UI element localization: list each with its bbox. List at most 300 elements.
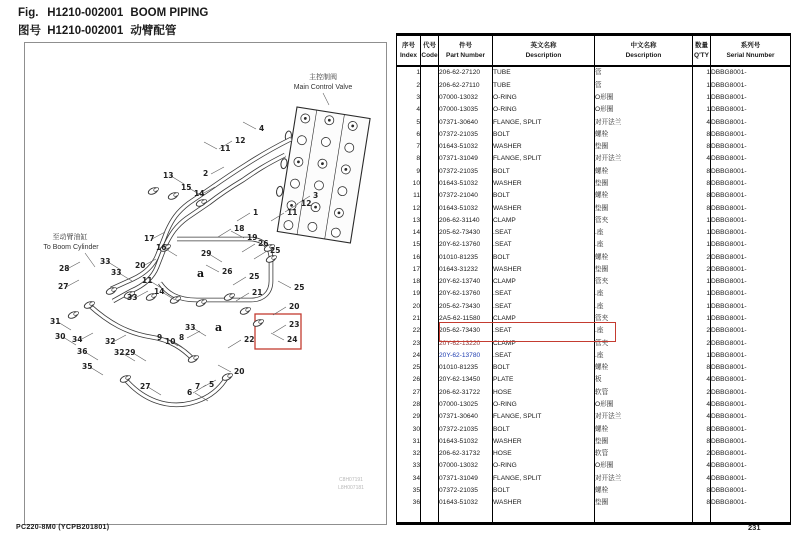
callout-number: 25 xyxy=(294,283,305,292)
description-en-cell: BOLT xyxy=(493,165,595,177)
table-row xyxy=(397,350,791,362)
description-cn-cell: 软管 xyxy=(595,386,693,398)
serial-cell: DBBG8001- xyxy=(711,374,791,386)
serial-cell: DBBG8001- xyxy=(711,436,791,448)
description-en-cell: BOLT xyxy=(493,190,595,202)
index-cell: 7 xyxy=(397,141,421,153)
hoses xyxy=(89,305,227,405)
serial-cell: DBBG8001- xyxy=(711,104,791,116)
qty-cell: 1 xyxy=(693,92,711,104)
part-number-cell: 01643-51032 xyxy=(439,202,493,214)
index-cell: 8 xyxy=(397,153,421,165)
callout-number: 29 xyxy=(201,249,212,258)
serial-cell: DBBG8001- xyxy=(711,66,791,79)
callout-number: 25 xyxy=(249,272,260,281)
table-row xyxy=(397,276,791,288)
callout-number: 26 xyxy=(258,239,269,248)
description-cn-cell: 管夹 xyxy=(595,276,693,288)
code-cell xyxy=(421,399,439,411)
table-row xyxy=(397,79,791,91)
part-number-cell: 07372-21035 xyxy=(439,423,493,435)
callout-number: 15 xyxy=(181,183,192,192)
callout-number: 19 xyxy=(247,233,258,242)
description-cn-cell: 螺栓 xyxy=(595,251,693,263)
part-number-cell: 01643-31232 xyxy=(439,264,493,276)
description-en-cell: HOSE xyxy=(493,448,595,460)
description-en-cell: CLAMP xyxy=(493,313,595,325)
part-number-cell: 07371-30640 xyxy=(439,411,493,423)
table-row xyxy=(397,472,791,484)
callout-number: 18 xyxy=(234,224,245,233)
serial-cell: DBBG8001- xyxy=(711,92,791,104)
boom-label-cn: 至动臂油缸 xyxy=(52,234,88,241)
index-cell: 4 xyxy=(397,104,421,116)
callout-number: 1 xyxy=(253,208,259,217)
table-row xyxy=(397,178,791,190)
code-cell xyxy=(421,325,439,337)
index-cell: 11 xyxy=(397,190,421,202)
index-cell: 2 xyxy=(397,79,421,91)
part-number-cell: 206-62-31732 xyxy=(439,448,493,460)
serial-cell: DBBG8001- xyxy=(711,411,791,423)
part-number-cell: 20Y-62-13450 xyxy=(439,374,493,386)
code-cell xyxy=(421,178,439,190)
qty-cell: 1 xyxy=(693,300,711,312)
qty-cell: 2 xyxy=(693,264,711,276)
callout-number: 11 xyxy=(287,208,298,217)
callout-number: 27 xyxy=(58,282,69,291)
code-cell xyxy=(421,165,439,177)
callout-number: 6 xyxy=(187,388,193,397)
table-row xyxy=(397,460,791,472)
serial-cell: DBBG8001- xyxy=(711,460,791,472)
index-cell: 10 xyxy=(397,178,421,190)
index-cell: 22 xyxy=(397,325,421,337)
code-cell xyxy=(421,276,439,288)
callout-number: 29 xyxy=(125,348,136,357)
part-number-cell: 205-62-73430 xyxy=(439,227,493,239)
callout-number: 35 xyxy=(82,362,93,371)
serial-cell: DBBG8001- xyxy=(711,300,791,312)
table-row xyxy=(397,300,791,312)
description-cn-cell: 管 xyxy=(595,79,693,91)
serial-cell: DBBG8001- xyxy=(711,288,791,300)
qty-cell: 1 xyxy=(693,227,711,239)
description-cn-cell: 螺栓 xyxy=(595,423,693,435)
code-cell xyxy=(421,374,439,386)
callout-number: 11 xyxy=(142,276,153,285)
pipe-fitting xyxy=(252,318,264,328)
description-cn-cell: 螺栓 xyxy=(595,165,693,177)
table-header-row xyxy=(397,35,791,67)
code-cell xyxy=(421,104,439,116)
callout-number: 3 xyxy=(313,191,319,200)
part-number-cell: 01010-81235 xyxy=(439,362,493,374)
index-cell: 12 xyxy=(397,202,421,214)
description-cn-cell: O形圈 xyxy=(595,399,693,411)
serial-cell: DBBG8001- xyxy=(711,227,791,239)
callout-number: 17 xyxy=(144,234,155,243)
table-row xyxy=(397,104,791,116)
index-cell: 28 xyxy=(397,399,421,411)
description-en-cell: FLANGE, SPLIT xyxy=(493,411,595,423)
part-number-cell: 20Y-62-13740 xyxy=(439,276,493,288)
table-row xyxy=(397,362,791,374)
serial-cell: DBBG8001- xyxy=(711,448,791,460)
description-cn-cell: 对开法兰 xyxy=(595,472,693,484)
exploded-diagram xyxy=(24,42,387,525)
description-cn-cell: 螺栓 xyxy=(595,362,693,374)
fig-label-cn: 图号 xyxy=(18,25,41,37)
description-cn-cell: 垫圈 xyxy=(595,264,693,276)
serial-cell: DBBG8001- xyxy=(711,485,791,497)
description-cn-cell: .座 xyxy=(595,239,693,251)
main-control-valve xyxy=(270,106,370,243)
table-row xyxy=(397,448,791,460)
code-cell xyxy=(421,227,439,239)
description-en-cell: FLANGE, SPLIT xyxy=(493,472,595,484)
table-row xyxy=(397,337,791,349)
qty-cell: 4 xyxy=(693,399,711,411)
index-cell: 24 xyxy=(397,350,421,362)
qty-cell: 8 xyxy=(693,436,711,448)
part-number-cell: 2A5-62-11580 xyxy=(439,313,493,325)
callout-number: 12 xyxy=(235,136,246,145)
table-row xyxy=(397,436,791,448)
part-number-cell: 206-62-31140 xyxy=(439,214,493,226)
description-en-cell: O-RING xyxy=(493,399,595,411)
description-en-cell: WASHER xyxy=(493,436,595,448)
callout-number: 24 xyxy=(287,335,298,344)
column-header: 中文名称 Description xyxy=(595,35,693,67)
description-cn-cell: 螺栓 xyxy=(595,485,693,497)
serial-cell: DBBG8001- xyxy=(711,153,791,165)
description-cn-cell: 对开法兰 xyxy=(595,411,693,423)
qty-cell: 4 xyxy=(693,460,711,472)
description-en-cell: .SEAT xyxy=(493,350,595,362)
description-cn-cell: 管夹 xyxy=(595,214,693,226)
pipe-fitting xyxy=(167,191,179,201)
description-en-cell: O-RING xyxy=(493,104,595,116)
description-en-cell: O-RING xyxy=(493,92,595,104)
description-en-cell: .SEAT xyxy=(493,227,595,239)
part-number-cell: 07372-21035 xyxy=(439,165,493,177)
serial-cell: DBBG8001- xyxy=(711,202,791,214)
callout-number: 31 xyxy=(50,317,61,326)
description-en-cell: BOLT xyxy=(493,128,595,140)
callout-number: 32 xyxy=(114,348,125,357)
callout-number: 33 xyxy=(100,257,111,266)
valve-label-cn: 主控制阀 xyxy=(309,74,337,81)
table-row xyxy=(397,313,791,325)
code-cell xyxy=(421,153,439,165)
serial-cell: DBBG8001- xyxy=(711,116,791,128)
parts-table xyxy=(396,33,791,525)
index-cell: 1 xyxy=(397,66,421,79)
table-row xyxy=(397,66,791,79)
qty-cell: 4 xyxy=(693,153,711,165)
description-cn-cell: .座 xyxy=(595,350,693,362)
pipe-fitting xyxy=(221,372,233,382)
index-cell: 33 xyxy=(397,460,421,472)
callout-number: 21 xyxy=(252,288,263,297)
callout-number: 14 xyxy=(154,287,165,296)
code-cell xyxy=(421,472,439,484)
code-cell xyxy=(421,116,439,128)
table-row xyxy=(397,116,791,128)
serial-cell: DBBG8001- xyxy=(711,497,791,509)
column-header: 英文名称 Description xyxy=(493,35,595,67)
index-cell: 5 xyxy=(397,116,421,128)
qty-cell: 1 xyxy=(693,276,711,288)
page-number: 231 xyxy=(748,523,761,532)
part-number-cell: 07000-13035 xyxy=(439,104,493,116)
callout-number: 11 xyxy=(220,144,231,153)
serial-cell: DBBG8001- xyxy=(711,165,791,177)
qty-cell: 1 xyxy=(693,214,711,226)
description-cn-cell: 管夹 xyxy=(595,313,693,325)
description-cn-cell: 垫圈 xyxy=(595,141,693,153)
code-cell xyxy=(421,202,439,214)
callout-number: 32 xyxy=(105,337,116,346)
part-number-cell: 01010-81235 xyxy=(439,251,493,263)
code-cell xyxy=(421,79,439,91)
description-en-cell: TUBE xyxy=(493,79,595,91)
description-en-cell: CLAMP xyxy=(493,276,595,288)
figure-title-en xyxy=(18,7,208,19)
part-number-cell: 205-62-73430 xyxy=(439,325,493,337)
callout-number: 7 xyxy=(195,382,201,391)
callout-letter: a xyxy=(215,321,223,334)
qty-cell: 1 xyxy=(693,104,711,116)
part-number-cell: 07372-21035 xyxy=(439,128,493,140)
book-code: PC220-8M0 (YCPB201801) xyxy=(16,524,110,531)
code-cell xyxy=(421,66,439,79)
description-cn-cell: 垫圈 xyxy=(595,202,693,214)
serial-cell: DBBG8001- xyxy=(711,141,791,153)
table-row xyxy=(397,202,791,214)
code-cell xyxy=(421,251,439,263)
part-number-cell: 07000-13032 xyxy=(439,460,493,472)
part-number-cell: 07371-31049 xyxy=(439,153,493,165)
description-cn-cell: 垫圈 xyxy=(595,178,693,190)
table-row xyxy=(397,153,791,165)
index-cell: 21 xyxy=(397,313,421,325)
index-cell: 23 xyxy=(397,337,421,349)
part-number-cell: 07000-13025 xyxy=(439,399,493,411)
callout-number: 33 xyxy=(111,268,122,277)
description-en-cell: WASHER xyxy=(493,202,595,214)
fig-label: Fig. xyxy=(18,7,39,19)
callout-number: 23 xyxy=(289,320,300,329)
serial-cell: DBBG8001- xyxy=(711,472,791,484)
table-row xyxy=(397,190,791,202)
description-en-cell: WASHER xyxy=(493,497,595,509)
description-en-cell: BOLT xyxy=(493,423,595,435)
part-number-cell: 01643-51032 xyxy=(439,141,493,153)
table-row xyxy=(397,92,791,104)
part-number-cell: 205-62-73430 xyxy=(439,300,493,312)
description-en-cell: .SEAT xyxy=(493,300,595,312)
part-number-cell: 01643-51032 xyxy=(439,436,493,448)
description-en-cell: TUBE xyxy=(493,66,595,79)
description-cn-cell: 管夹 xyxy=(595,337,693,349)
pipe-fitting xyxy=(147,186,159,196)
callout-number: 5 xyxy=(209,380,215,389)
qty-cell: 1 xyxy=(693,288,711,300)
qty-cell: 1 xyxy=(693,239,711,251)
index-cell: 25 xyxy=(397,362,421,374)
serial-cell: DBBG8001- xyxy=(711,386,791,398)
index-cell: 34 xyxy=(397,472,421,484)
part-number-cell: 20Y-62-13760 xyxy=(439,239,493,251)
qty-cell: 2 xyxy=(693,337,711,349)
serial-cell: DBBG8001- xyxy=(711,399,791,411)
index-cell: 31 xyxy=(397,436,421,448)
index-cell: 3 xyxy=(397,92,421,104)
valve-label-en: Main Control Valve xyxy=(293,84,353,91)
description-en-cell: BOLT xyxy=(493,251,595,263)
table-row xyxy=(397,165,791,177)
callout-number: 4 xyxy=(259,124,265,133)
callout-number: 25 xyxy=(270,246,281,255)
qty-cell: 8 xyxy=(693,497,711,509)
fig-title-cn: 动臂配管 xyxy=(130,25,177,37)
code-cell xyxy=(421,300,439,312)
column-header: 系列号 Serial Nnumber xyxy=(711,35,791,67)
index-cell: 6 xyxy=(397,128,421,140)
callout-number: 30 xyxy=(55,332,66,341)
description-cn-cell: 管 xyxy=(595,66,693,79)
part-number-cell: 07372-21040 xyxy=(439,190,493,202)
callout-number: 20 xyxy=(135,261,146,270)
code-cell xyxy=(421,214,439,226)
description-en-cell: .SEAT xyxy=(493,288,595,300)
callout-number: 27 xyxy=(140,382,151,391)
table-row xyxy=(397,227,791,239)
drawing-code-2: L8H007181 xyxy=(338,485,364,491)
code-cell xyxy=(421,92,439,104)
qty-cell: 2 xyxy=(693,325,711,337)
index-cell: 32 xyxy=(397,448,421,460)
part-number-cell: 01643-51032 xyxy=(439,497,493,509)
code-cell xyxy=(421,288,439,300)
empty-filler-row xyxy=(397,509,791,523)
callout-number: 26 xyxy=(222,267,233,276)
table-row xyxy=(397,399,791,411)
serial-cell: DBBG8001- xyxy=(711,313,791,325)
table-row xyxy=(397,485,791,497)
index-cell: 9 xyxy=(397,165,421,177)
code-cell xyxy=(421,497,439,509)
qty-cell: 1 xyxy=(693,350,711,362)
description-cn-cell: 垫圈 xyxy=(595,436,693,448)
callout-number: 22 xyxy=(244,335,255,344)
qty-cell: 8 xyxy=(693,178,711,190)
code-cell xyxy=(421,313,439,325)
index-cell: 18 xyxy=(397,276,421,288)
serial-cell: DBBG8001- xyxy=(711,190,791,202)
description-en-cell: FLANGE, SPLIT xyxy=(493,153,595,165)
description-cn-cell: .座 xyxy=(595,227,693,239)
qty-cell: 4 xyxy=(693,116,711,128)
qty-cell: 1 xyxy=(693,66,711,79)
table-row xyxy=(397,214,791,226)
description-en-cell: BOLT xyxy=(493,485,595,497)
description-en-cell: .SEAT xyxy=(493,325,595,337)
column-header: 序号 Index xyxy=(397,35,421,67)
qty-cell: 8 xyxy=(693,423,711,435)
description-cn-cell: O形圈 xyxy=(595,92,693,104)
description-cn-cell: 对开法兰 xyxy=(595,153,693,165)
code-cell xyxy=(421,239,439,251)
index-cell: 20 xyxy=(397,300,421,312)
description-cn-cell: 螺栓 xyxy=(595,128,693,140)
index-cell: 26 xyxy=(397,374,421,386)
qty-cell: 8 xyxy=(693,190,711,202)
description-en-cell: FLANGE, SPLIT xyxy=(493,116,595,128)
column-header: 件号 Part Number xyxy=(439,35,493,67)
serial-cell: DBBG8001- xyxy=(711,178,791,190)
callout-number: 33 xyxy=(185,323,196,332)
code-cell xyxy=(421,350,439,362)
part-number-cell: 206-62-31722 xyxy=(439,386,493,398)
serial-cell: DBBG8001- xyxy=(711,264,791,276)
table-row xyxy=(397,497,791,509)
callout-number: 33 xyxy=(127,293,138,302)
description-en-cell: WASHER xyxy=(493,141,595,153)
table-row xyxy=(397,264,791,276)
table-row xyxy=(397,251,791,263)
description-cn-cell: 软管 xyxy=(595,448,693,460)
serial-cell: DBBG8001- xyxy=(711,214,791,226)
description-en-cell: CLAMP xyxy=(493,337,595,349)
qty-cell: 2 xyxy=(693,386,711,398)
fig-title-en: BOOM PIPING xyxy=(130,7,209,19)
index-cell: 30 xyxy=(397,423,421,435)
figure-title-cn xyxy=(18,22,176,38)
callout-number: 14 xyxy=(194,189,205,198)
callout-number: 10 xyxy=(165,337,176,346)
part-number-cell: 07371-31049 xyxy=(439,472,493,484)
callout-number: 2 xyxy=(203,169,209,178)
code-cell xyxy=(421,337,439,349)
qty-cell: 2 xyxy=(693,448,711,460)
table-row xyxy=(397,239,791,251)
serial-cell: DBBG8001- xyxy=(711,79,791,91)
description-en-cell: O-RING xyxy=(493,460,595,472)
code-cell xyxy=(421,423,439,435)
code-cell xyxy=(421,436,439,448)
pipe-fitting xyxy=(67,310,79,320)
serial-cell: DBBG8001- xyxy=(711,325,791,337)
part-number-cell: 20Y-62-13760 xyxy=(439,288,493,300)
code-cell xyxy=(421,460,439,472)
qty-cell: 8 xyxy=(693,362,711,374)
index-cell: 29 xyxy=(397,411,421,423)
table-row xyxy=(397,325,791,337)
callout-number: 9 xyxy=(157,333,163,342)
serial-cell: DBBG8001- xyxy=(711,362,791,374)
description-cn-cell: .座 xyxy=(595,325,693,337)
table-row xyxy=(397,141,791,153)
index-cell: 13 xyxy=(397,214,421,226)
qty-cell: 1 xyxy=(693,79,711,91)
table-row xyxy=(397,374,791,386)
table-row xyxy=(397,423,791,435)
description-en-cell: WASHER xyxy=(493,178,595,190)
callout-number: 12 xyxy=(301,199,312,208)
